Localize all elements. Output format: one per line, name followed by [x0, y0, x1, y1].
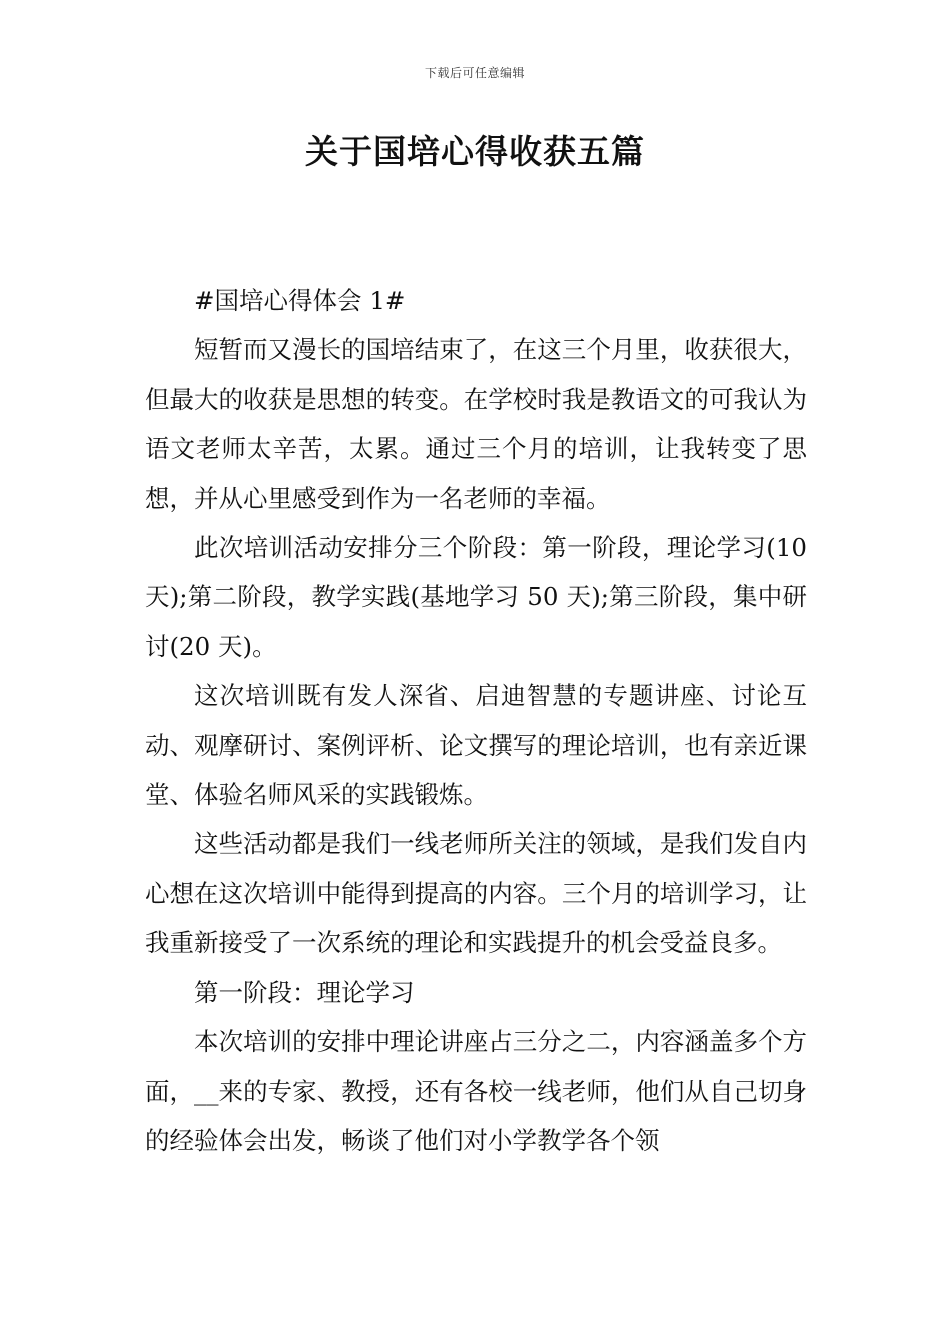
- document-body: [145, 276, 807, 1165]
- subsection-heading: 第一阶段：理论学习: [194, 977, 415, 1007]
- paragraph: 这些活动都是我们一线老师所关注的领域，是我们发自内心想在这次培训中能得到提高的内容。三个月的培训学习，让我重新接受了一次系统的理论和实践提升的机会受益良多。: [145, 829, 807, 958]
- paragraph: 短暂而又漫长的国培结束了，在这三个月里，收获很大，但最大的收获是思想的转变。在学校时我是教语文的可我认为语文老师太辛苦，太累。通过三个月的培训，让我转变了思想，并从心里感受到作为一名老师的幸福。: [145, 335, 807, 513]
- header-note: 下载后可任意编辑: [424, 66, 525, 80]
- document-title: 关于国培心得收获五篇: [305, 132, 645, 171]
- paragraph: 此次培训活动安排分三个阶段：第一阶段，理论学习(10 天);第二阶段，教学实践(基地学习 50 天);第三阶段，集中研讨(20 天)。: [145, 533, 807, 661]
- paragraph: 本次培训的安排中理论讲座占三分之二，内容涵盖多个方面，__来的专家、教授，还有各校一线老师，他们从自己切身的经验体会出发，畅谈了他们对小学教学各个领: [145, 1027, 807, 1155]
- paragraph: 这次培训既有发人深省、启迪智慧的专题讲座、讨论互动、观摩研讨、案例评析、论文撰写的理论培训，也有亲近课堂、体验名师风采的实践锻炼。: [145, 681, 807, 810]
- section-heading: #国培心得体会 1#: [194, 286, 406, 315]
